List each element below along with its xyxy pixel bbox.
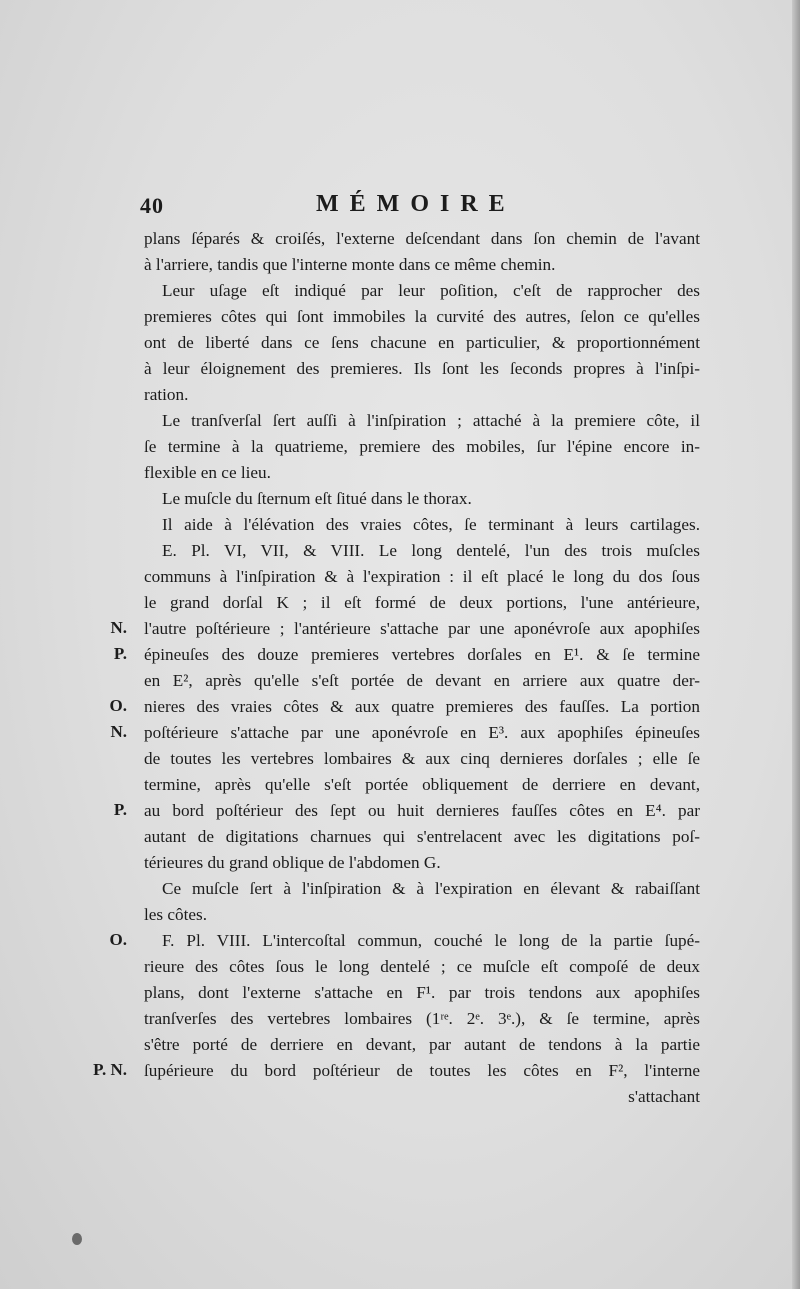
catchword: s'attachant	[628, 1087, 700, 1106]
text-line: au bord poſtérieur des ſept ou huit dernieres fauſſes côtes en E⁴. par	[144, 801, 700, 820]
page-header	[140, 193, 700, 223]
margin-note: O.	[109, 930, 127, 949]
text-line: de toutes les vertebres lombaires & aux cinq dernieres dorſales ; elle ſe	[144, 749, 700, 768]
body-text	[144, 226, 700, 1110]
text-line: E. Pl. VI, VII, & VIII. Le long dentelé, l'un des trois muſcles	[162, 541, 700, 560]
text-line: ſupérieure du bord poſtérieur de toutes les côtes en F², l'interne	[144, 1061, 700, 1080]
margin-note: N.	[110, 618, 127, 637]
text-line: ſe termine à la quatrieme, premiere des mobiles, ſur l'épine encore in-	[144, 437, 700, 456]
text-line: termine, après qu'elle s'eſt portée obliquement de derriere en devant,	[144, 775, 700, 794]
margin-note: P.	[113, 800, 127, 819]
margin-notes	[0, 0, 140, 1289]
text-line: ont de liberté dans ce ſens chacune en particulier, & proportionnément	[144, 333, 700, 352]
text-line: plans ſéparés & croiſés, l'externe deſcendant dans ſon chemin de l'avant	[144, 229, 700, 248]
text-line: ration.	[144, 385, 189, 404]
text-line: flexible en ce lieu.	[144, 463, 271, 482]
margin-note: N.	[110, 722, 127, 741]
running-title: MÉMOIRE	[316, 191, 516, 217]
text-line: nieres des vraies côtes & aux quatre premieres des fauſſes. La portion	[144, 697, 700, 716]
text-line: plans, dont l'externe s'attache en F¹. par trois tendons aux apophiſes	[144, 983, 700, 1002]
margin-note: O.	[109, 696, 127, 715]
text-line: premieres côtes qui ſont immobiles la curvité des autres, ſelon ce qu'elles	[144, 307, 700, 326]
text-line: les côtes.	[144, 905, 208, 924]
page-edge-shadow	[792, 0, 800, 1289]
text-line: à l'arriere, tandis que l'interne monte dans ce même chemin.	[144, 255, 556, 274]
text-line: en E², après qu'elle s'eſt portée de devant en arriere aux quatre der-	[144, 671, 700, 690]
text-line: rieure des côtes ſous le long dentelé ; ce muſcle eſt compoſé de deux	[144, 957, 700, 976]
text-line: F. Pl. VIII. L'intercoſtal commun, couché le long de la partie ſupé-	[162, 931, 700, 950]
text-line: Leur uſage eſt indiqué par leur poſition, c'eſt de rapprocher des	[162, 281, 700, 300]
text-line: Le muſcle du ſternum eſt ſitué dans le thorax.	[162, 489, 472, 508]
text-line: s'être porté de derriere en devant, par autant de tendons à la partie	[144, 1035, 700, 1054]
text-line: Il aide à l'élévation des vraies côtes, ſe terminant à leurs cartilages.	[162, 515, 700, 534]
ink-speck	[72, 1233, 82, 1245]
margin-note: P.	[113, 644, 127, 663]
text-line: l'autre poſtérieure ; l'antérieure s'attache par une aponévroſe aux apophiſes	[144, 619, 700, 638]
text-line: épineuſes des douze premieres vertebres dorſales en E¹. & ſe termine	[144, 645, 700, 664]
text-line: térieures du grand oblique de l'abdomen G.	[144, 853, 441, 872]
text-line: Le tranſverſal ſert auſſi à l'inſpiration ; attaché à la premiere côte, il	[162, 411, 700, 430]
text-line: Ce muſcle ſert à l'inſpiration & à l'expiration en élevant & rabaiſſant	[162, 879, 700, 898]
text-line: communs à l'inſpiration & à l'expiration : il eſt placé le long du dos ſous	[144, 567, 700, 586]
text-line: tranſverſes des vertebres lombaires (1ʳᵉ. 2ᵉ. 3ᵉ.), & ſe termine, après	[144, 1009, 700, 1028]
page-number: 40	[140, 193, 164, 218]
text-line: à leur éloignement des premieres. Ils ſont les ſeconds propres à l'inſpi-	[144, 359, 700, 378]
text-line: autant de digitations charnues qui s'entrelacent avec les digitations poſ-	[144, 827, 700, 846]
text-line: poſtérieure s'attache par une aponévroſe en E³. aux apophiſes épineuſes	[144, 723, 700, 742]
margin-note: P. N.	[93, 1060, 127, 1079]
text-line: le grand dorſal K ; il eſt formé de deux portions, l'une antérieure,	[144, 593, 700, 612]
